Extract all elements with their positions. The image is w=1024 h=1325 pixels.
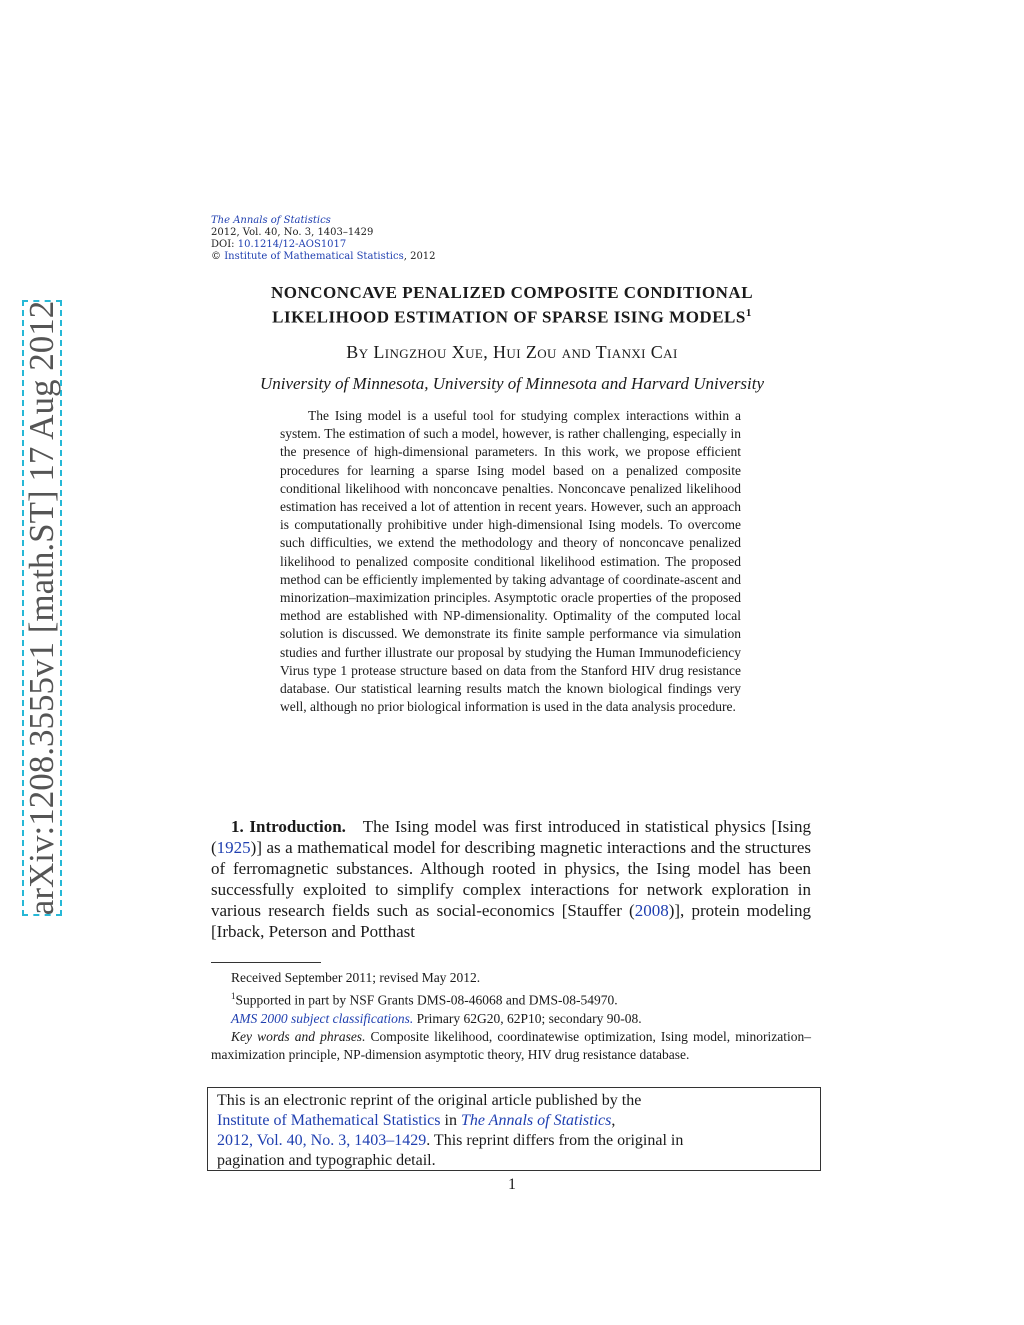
reprint-line-2 (217, 1111, 811, 1131)
doi-prefix: DOI: (211, 239, 238, 250)
ams-classification (211, 1010, 811, 1028)
paper-title (200, 282, 824, 328)
support-text: Supported in part by NSF Grants DMS-08-46068 and DMS-08-54970. (235, 992, 618, 1008)
doi-link[interactable]: 10.1214/12-AOS1017 (237, 239, 347, 250)
support-mark: 1 (231, 991, 236, 1001)
doi-line (211, 239, 436, 251)
copyright-year: , 2012 (403, 251, 436, 262)
affiliation: University of Minnesota, University of Minnesota and Harvard University (259, 374, 765, 393)
reprint-journal-link[interactable]: The Annals of Statistics (460, 1112, 612, 1129)
footnote-divider (211, 962, 321, 963)
copyright-line (211, 251, 436, 263)
arxiv-stamp[interactable] (22, 300, 62, 916)
title-line-2 (200, 303, 824, 328)
introduction-paragraph (211, 816, 811, 942)
reprint-in: in (440, 1112, 461, 1129)
title-line-1: NONCONCAVE PENALIZED COMPOSITE CONDITIONAL (270, 283, 754, 302)
reprint-line-1: This is an electronic reprint of the original article published by the (217, 1092, 642, 1109)
ams-link[interactable]: AMS 2000 subject classifications. (231, 1010, 414, 1026)
intro-text-c: )], protein modeling [Irback, Peterson and Potthast (211, 901, 811, 941)
section-heading: 1. Introduction. (231, 817, 346, 836)
ims-link[interactable]: Institute of Mathematical Statistics (224, 251, 404, 262)
footnotes (211, 969, 811, 1064)
copyright-symbol: © (211, 251, 221, 262)
journal-header (211, 215, 436, 263)
citation-stauffer-2008[interactable]: 2008 (634, 901, 669, 920)
title-footnote-mark: 1 (745, 307, 752, 319)
keywords-text: Composite likelihood, coordinatewise optimization, Ising model, minorization–maximization principle, NP-dimension asymptotic theory, HIV drug resistance database. (211, 1028, 811, 1062)
citation-ising-1925[interactable]: 1925 (216, 838, 251, 857)
reprint-volume-link[interactable]: 2012, Vol. 40, No. 3, 1403–1429 (217, 1132, 427, 1149)
reprint-notice (207, 1087, 821, 1171)
abstract: The Ising model is a useful tool for studying complex interactions within a system. The estimation of such a model, however, is rather challenging, especially in the presence of high-dimensional parameters. In this work, we propose efficient procedures for learning a sparse Ising model based on a penalized composite conditional likelihood with nonconcave penalties. Nonconcave penalized likelihood estimation has received a lot of attention in recent years. However, such an approach is computationally prohibitive under high-dimensional Ising models. To overcome such difficulties, we extend the methodology and theory of nonconcave penalized likelihood to penalized composite conditional likelihood estimation. The proposed method can be efficiently implemented by taking advantage of coordinate-ascent and minorization–maximization principles. Asymptotic oracle properties of the proposed method are established with NP-dimensionality. Optimality of the computed local solution is discussed. We demonstrate its finite sample performance via simulation studies and further illustrate our proposal by studying the Human Immunodeficiency Virus type 1 protease structure based on data from the Stanford HIV drug resistance database. Our statistical learning results match the known biological findings very well, although no prior biological information is used in the data analysis procedure. (280, 408, 741, 715)
reprint-line-4: pagination and typographic detail. (217, 1152, 436, 1169)
ams-text: Primary 62G20, 62P10; secondary 90-08. (413, 1010, 642, 1026)
page-number: 1 (508, 1176, 516, 1193)
received-note: Received September 2011; revised May 2012. (231, 970, 481, 985)
journal-name[interactable]: The Annals of Statistics (211, 215, 331, 226)
reprint-line-3 (217, 1131, 811, 1151)
intro-text-b: )] as a mathematical model for describing magnetic interactions and the structures of ferromagnetic substances. Although rooted in physics, the Ising model has been successfully exploited to simplify complex interactions for network exploration in various research fields such as social-economics [Stauffer ( (211, 838, 811, 920)
intro-text-a: The Ising model was first introduced in statistical physics [Ising ( (211, 817, 811, 857)
keywords-label: Key words and phrases. (231, 1028, 366, 1044)
reprint-comma: , (611, 1112, 616, 1129)
arxiv-id: arXiv:1208.3555v1 [math.ST] 17 Aug 2012 (22, 300, 61, 916)
support-note (211, 987, 811, 1010)
reprint-ims-link[interactable]: Institute of Mathematical Statistics (217, 1112, 441, 1129)
keywords (211, 1028, 811, 1064)
title-line-2-text: LIKELIHOOD ESTIMATION OF SPARSE ISING MODELS (272, 307, 746, 327)
volume-line: 2012, Vol. 40, No. 3, 1403–1429 (211, 227, 374, 238)
authors: By Lingzhou Xue, Hui Zou and Tianxi Cai (346, 342, 678, 362)
reprint-tail: . This reprint differs from the original in (426, 1132, 684, 1149)
